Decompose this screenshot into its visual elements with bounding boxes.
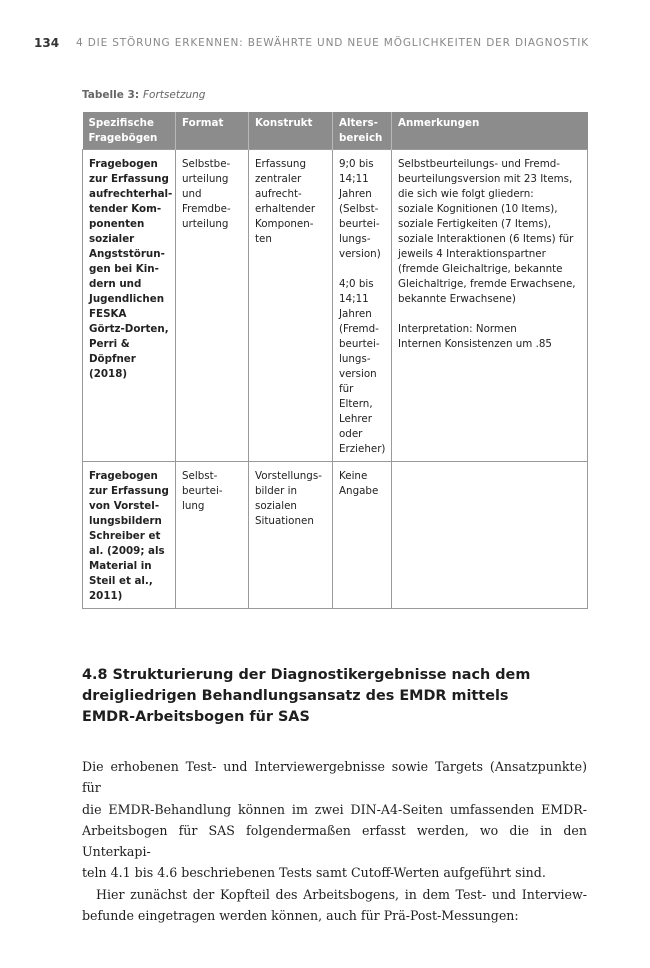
running-title: 4 DIE STÖRUNG ERKENNEN: BEWÄHRTE UND NEUE MÖGLICHKEITEN DER DIAGNOSTIK <box>76 37 589 49</box>
cell-text-line: (2018) <box>89 368 128 380</box>
running-header <box>34 36 634 50</box>
cell-text-line: Jahren <box>339 308 372 320</box>
text-line: befunde eingetragen werden können, auch für Prä-Post-Messungen: <box>82 908 519 924</box>
cell-text-line: Angabe <box>339 485 379 497</box>
section-heading <box>82 665 582 728</box>
cell-text-line: die sich wie folgt gliedern: <box>398 188 534 200</box>
cell-text-line: zur Erfassung <box>89 485 169 497</box>
cell-text-line: für <box>339 383 354 395</box>
cell-text-line: 14;11 <box>339 173 369 185</box>
header-age-range: Alters- bereich <box>333 112 392 150</box>
cell-text-line: Fragebogen <box>89 470 158 482</box>
cell-text-line: tender Kom- <box>89 203 162 215</box>
cell-text-line: lungs- <box>339 353 371 365</box>
cell-text-line: lungsbildern <box>89 515 162 527</box>
table-caption-label: Tabelle 3: <box>82 89 140 101</box>
table-caption-text: Fortsetzung <box>143 89 206 101</box>
cell-text-line: (Fremd- <box>339 323 379 335</box>
text-line: die EMDR-Behandlung können im zwei DIN-A4-Seiten umfassenden EMDR- <box>82 801 587 817</box>
text-line: Die erhobenen Test- und Interviewergebnisse sowie Targets (Ansatzpunkte) für <box>82 759 587 796</box>
table-row <box>83 150 588 462</box>
cell-text-line: bekannte Erwachsene) <box>398 293 516 305</box>
cell-text-line: Situationen <box>255 515 314 527</box>
cell-text-line: sozialer <box>89 233 135 245</box>
cell-text-line: ten <box>255 233 272 245</box>
cell-text-line <box>339 262 385 277</box>
cell-text-line: 2011) <box>89 590 123 602</box>
cell-text-line: Steil et al., <box>89 575 153 587</box>
text-line: Hier zunächst der Kopfteil des Arbeitsbogens, in dem Test- und Interview- <box>96 886 587 902</box>
header-remarks: Anmerkungen <box>392 112 588 150</box>
cell-text-line: (Selbst- <box>339 203 379 215</box>
cell-text-line: FESKA <box>89 308 127 320</box>
cell-text-line: bilder in <box>255 485 298 497</box>
table-header-row <box>83 112 588 150</box>
header-questionnaire: Spezifische Fragebögen <box>83 112 176 150</box>
cell-text-line: soziale Kognitionen (10 Items), <box>398 203 558 215</box>
cell-questionnaire <box>83 462 176 609</box>
header-format: Format <box>176 112 249 150</box>
cell-text-line: und <box>182 188 202 200</box>
cell-text-line: version) <box>339 248 381 260</box>
header-construct: Konstrukt <box>249 112 333 150</box>
cell-text-line: Döpfner <box>89 353 136 365</box>
body-text <box>82 756 587 926</box>
section-heading-line: EMDR-Arbeitsbogen für SAS <box>82 709 310 725</box>
cell-age-range <box>333 462 392 609</box>
cell-remarks <box>392 462 588 609</box>
cell-age-range <box>333 150 392 462</box>
cell-text-line: 14;11 <box>339 293 369 305</box>
cell-text-line: Schreiber et <box>89 530 161 542</box>
cell-text-line: Jahren <box>339 188 372 200</box>
cell-text-line: Fremdbe- <box>182 203 231 215</box>
cell-text-line: Selbst- <box>182 470 218 482</box>
cell-text-line: urteilung <box>182 218 229 230</box>
cell-text-line: Jugendlichen <box>89 293 165 305</box>
cell-format <box>176 150 249 462</box>
cell-text-line: Fragebogen <box>89 158 158 170</box>
table-row <box>83 462 588 609</box>
cell-questionnaire <box>83 150 176 462</box>
cell-text-line: version <box>339 368 377 380</box>
cell-text-line: beurteilungsversion mit 23 Items, <box>398 173 573 185</box>
cell-text-line: lung <box>182 500 205 512</box>
cell-text-line: Internen Konsistenzen um .85 <box>398 338 552 350</box>
cell-text-line: Selbstbeurteilungs- und Fremd- <box>398 158 560 170</box>
cell-text-line: Erfassung <box>255 158 306 170</box>
section-heading-line: dreigliedrigen Behandlungsansatz des EMDR mittels <box>82 688 509 704</box>
cell-remarks <box>392 150 588 462</box>
cell-text-line: lungs- <box>339 233 371 245</box>
cell-text-line: aufrecht- <box>255 188 302 200</box>
cell-text-line: soziale Interaktionen (6 Items) für <box>398 233 574 245</box>
cell-text-line: urteilung <box>182 173 229 185</box>
section-heading-line: 4.8 Strukturierung der Diagnostikergebnisse nach dem <box>82 667 531 683</box>
cell-text-line: Selbstbe- <box>182 158 231 170</box>
cell-text-line: 9;0 bis <box>339 158 374 170</box>
cell-text-line: erhaltender <box>255 203 316 215</box>
questionnaire-table <box>82 112 588 609</box>
cell-text-line: von Vorstel- <box>89 500 160 512</box>
cell-text-line: Perri & <box>89 338 130 350</box>
cell-text-line: gen bei Kin- <box>89 263 159 275</box>
table-caption <box>82 89 205 101</box>
cell-text-line: Vorstellungs- <box>255 470 322 482</box>
cell-text-line: dern und <box>89 278 142 290</box>
cell-text-line: 4;0 bis <box>339 278 374 290</box>
cell-text-line: Gleichaltrige, fremde Erwachsene, <box>398 278 576 290</box>
text-line: teln 4.1 bis 4.6 beschriebenen Tests samt Cutoff-Werten aufgeführt sind. <box>82 865 546 881</box>
cell-text-line: Komponen- <box>255 218 314 230</box>
cell-text-line: soziale Fertigkeiten (7 Items), <box>398 218 551 230</box>
cell-text-line: Erzieher) <box>339 443 386 455</box>
cell-text-line: oder <box>339 428 363 440</box>
text-line: Arbeitsbogen für SAS folgendermaßen erfasst werden, wo die in den Unterkapi- <box>82 822 587 860</box>
cell-text-line: Interpretation: Normen <box>398 323 517 335</box>
cell-text-line: sozialen <box>255 500 297 512</box>
cell-text-line: (fremde Gleichaltrige, bekannte <box>398 263 563 275</box>
cell-text-line: ponenten <box>89 218 145 230</box>
page-number: 134 <box>34 36 60 50</box>
cell-construct <box>249 150 333 462</box>
cell-text-line: jeweils 4 Interaktionspartner <box>398 248 546 260</box>
cell-text-line: Lehrer <box>339 413 372 425</box>
cell-text-line <box>398 307 581 322</box>
cell-format <box>176 462 249 609</box>
cell-text-line: beurtei- <box>339 218 380 230</box>
cell-construct <box>249 462 333 609</box>
cell-text-line: Angststörun- <box>89 248 165 260</box>
cell-text-line: al. (2009; als <box>89 545 165 557</box>
cell-text-line: Material in <box>89 560 152 572</box>
cell-text-line: Eltern, <box>339 398 373 410</box>
cell-text-line: zur Erfassung <box>89 173 169 185</box>
cell-text-line: aufrechterhal- <box>89 188 173 200</box>
cell-text-line: Görtz-Dorten, <box>89 323 169 335</box>
cell-text-line: Keine <box>339 470 368 482</box>
cell-text-line: beurtei- <box>339 338 380 350</box>
paragraph-2 <box>82 884 587 927</box>
cell-text-line: zentraler <box>255 173 302 185</box>
cell-text-line: beurtei- <box>182 485 223 497</box>
paragraph-1 <box>82 756 587 884</box>
